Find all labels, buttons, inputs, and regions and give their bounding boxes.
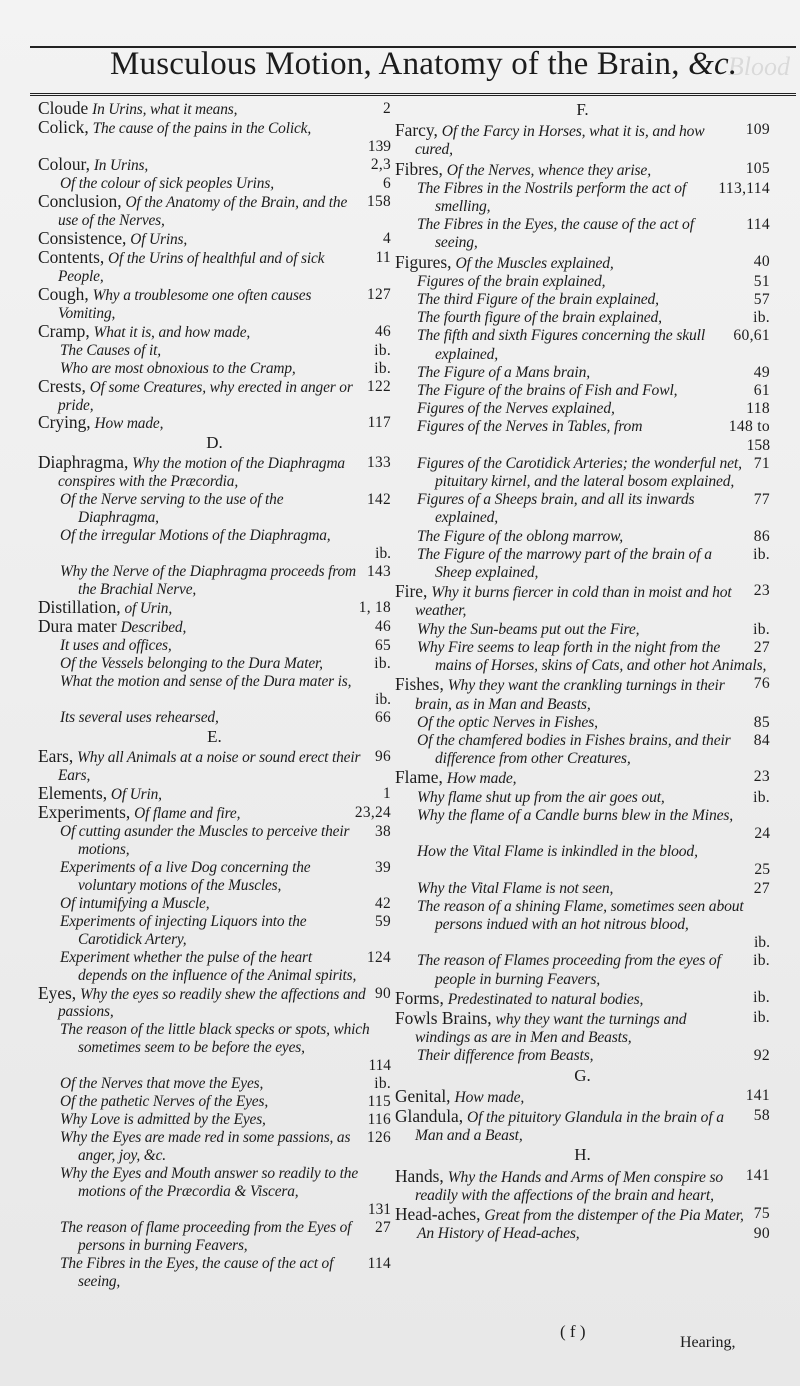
entry-description: Their difference from Beasts, bbox=[417, 1047, 594, 1065]
entry-headword: Figures, bbox=[395, 251, 452, 272]
index-subentry bbox=[38, 491, 391, 527]
entry-description: Experiments of injecting Liquors into the Carotidick Artery, bbox=[60, 912, 307, 948]
entry-headword: Cloude bbox=[38, 98, 89, 118]
index-subentry bbox=[38, 1255, 391, 1291]
running-head-title: Musculous Motion, Anatomy of the Brain, bbox=[110, 46, 689, 82]
page-ref: ib. bbox=[753, 788, 770, 806]
page-ref: 122 bbox=[367, 377, 391, 395]
entry-description: The Fibres in the Eyes, the cause of the act of seeing, bbox=[60, 1255, 334, 1290]
page-ref: 84 bbox=[753, 731, 770, 749]
index-subentry bbox=[38, 859, 391, 895]
index-entry bbox=[38, 801, 391, 823]
entry-description: Of the Farcy in Horses, what it is, and how cured, bbox=[415, 123, 705, 159]
page-ref: 105 bbox=[745, 159, 770, 177]
page-ref: ib. bbox=[374, 1075, 391, 1093]
index-entry bbox=[38, 618, 391, 637]
page-ref-line: 158 bbox=[746, 436, 770, 454]
entry-headword: Hands, bbox=[395, 1165, 444, 1186]
entry-headword: Flame, bbox=[395, 767, 443, 788]
index-subentry bbox=[395, 621, 770, 639]
entry-headword: Glandula, bbox=[395, 1105, 464, 1126]
index-subentry bbox=[395, 491, 770, 527]
entry-headword: Eyes, bbox=[38, 982, 77, 1003]
page-ref: 46 bbox=[375, 322, 391, 340]
entry-description: Of flame and fire, bbox=[134, 804, 241, 822]
entry-description: of Urin, bbox=[124, 600, 173, 618]
page-ref: 118 bbox=[746, 400, 770, 418]
entry-description: why they want the turnings and windings as are in Men and Beasts, bbox=[415, 1010, 687, 1047]
index-subentry bbox=[38, 1129, 391, 1165]
page-ref: 23 bbox=[753, 768, 770, 786]
index-entry bbox=[395, 1167, 770, 1205]
entry-description: The fourth figure of the brain explained, bbox=[417, 309, 662, 327]
page-ref-line: 131 bbox=[367, 1201, 391, 1219]
entry-description: How made, bbox=[446, 770, 517, 788]
entry-description: The Figure of the oblong marrow, bbox=[417, 527, 623, 545]
page-ref: 66 bbox=[375, 708, 391, 726]
entry-description: The Figure of the brains of Fish and Fowl, bbox=[417, 382, 678, 400]
index-entry bbox=[38, 745, 391, 785]
page-ref: 60,61 bbox=[733, 327, 770, 345]
entry-description: The cause of the pains in the Colick, bbox=[92, 119, 312, 137]
entry-description: Figures of a Sheeps brain, and all its inwards explained, bbox=[417, 491, 695, 527]
index-subentry bbox=[395, 807, 770, 825]
section-letter: D. bbox=[206, 433, 223, 453]
page-ref: 23,24 bbox=[354, 803, 391, 821]
page-ref: 90 bbox=[753, 1225, 770, 1243]
entry-description: Why the Vital Flame is not seen, bbox=[417, 879, 614, 897]
section-letter: H. bbox=[574, 1145, 591, 1165]
entry-description: Why the motion of the Diaphragma conspires with the Præcordia, bbox=[58, 455, 345, 491]
index-subentry bbox=[38, 709, 391, 727]
index-subentry bbox=[395, 1225, 770, 1243]
index-subentry bbox=[395, 291, 770, 309]
entry-description: Why Fire seems to leap forth in the night from the mains of Horses, skins of Cats, and other hot Animals, bbox=[417, 638, 767, 675]
page-ref: 114 bbox=[746, 216, 770, 234]
entry-headword: Dura mater bbox=[38, 616, 117, 637]
index-subentry bbox=[395, 400, 770, 418]
entry-headword: Genital, bbox=[395, 1085, 451, 1106]
page-ref: 27 bbox=[753, 638, 770, 656]
page-ref: ib. bbox=[753, 1008, 770, 1026]
index-entry bbox=[38, 246, 391, 286]
entry-headword: Diaphragma, bbox=[38, 452, 129, 473]
page-ref: 42 bbox=[375, 894, 391, 912]
page-ref: 4 bbox=[383, 229, 391, 247]
entry-description: The Figure of the marrowy part of the brain of a Sheep explained, bbox=[417, 545, 712, 582]
index-subentry bbox=[38, 360, 391, 378]
entry-description: Why the Nerve of the Diaphragma proceeds from the Brachial Nerve, bbox=[60, 563, 357, 599]
entry-description: The Fibres in the Eyes, the cause of the act of seeing, bbox=[417, 216, 694, 252]
page-ref-line: ib. bbox=[753, 934, 770, 952]
entry-description: Figures of the brain explained, bbox=[417, 272, 606, 290]
entry-description: Of Urins, bbox=[130, 230, 188, 248]
index-entry bbox=[38, 153, 391, 175]
index-subentry bbox=[395, 843, 770, 861]
section-letter: G. bbox=[574, 1065, 591, 1085]
page-ref: 85 bbox=[753, 713, 770, 731]
index-entry bbox=[38, 100, 391, 119]
entry-description: Of the Nerves, whence they arise, bbox=[446, 161, 651, 179]
index-subentry bbox=[38, 1165, 391, 1201]
entry-headword: Farcy, bbox=[395, 120, 438, 141]
entry-description: The Causes of it, bbox=[60, 341, 161, 359]
entry-headword: Cough, bbox=[38, 283, 89, 304]
entry-description: Described, bbox=[120, 619, 187, 637]
page-ref: 116 bbox=[367, 1111, 391, 1129]
entry-headword: Ears, bbox=[38, 745, 74, 766]
entry-description: Of intumifying a Muscle, bbox=[60, 894, 210, 912]
page-ref: 75 bbox=[753, 1204, 770, 1222]
index-entry bbox=[395, 675, 770, 713]
index-entry bbox=[38, 320, 391, 342]
entry-description: What the motion and sense of the Dura mater is, bbox=[60, 673, 352, 691]
page-ref: 158 bbox=[367, 192, 391, 210]
index-subentry bbox=[395, 309, 770, 327]
section-letter: E. bbox=[207, 726, 222, 746]
entry-description: Why the eyes so readily shew the affections and passions, bbox=[58, 985, 366, 1021]
entry-headword: Head-aches, bbox=[395, 1203, 481, 1224]
entry-headword: Experiments, bbox=[38, 801, 131, 822]
page-ref: 114 bbox=[367, 1255, 391, 1273]
entry-headword: Distillation, bbox=[38, 597, 121, 618]
index-subentry bbox=[395, 1047, 770, 1065]
index-subentry bbox=[395, 216, 770, 252]
index-subentry bbox=[38, 637, 391, 655]
entry-description: In Urins, what it means, bbox=[92, 101, 238, 118]
page-ref: 2,3 bbox=[370, 155, 391, 173]
index-subentry bbox=[38, 1111, 391, 1129]
page-ref: ib. bbox=[753, 309, 770, 327]
page-ref: 124 bbox=[367, 948, 391, 966]
index-entry bbox=[395, 121, 770, 159]
page-ref: ib. bbox=[753, 988, 770, 1006]
index-subentry bbox=[395, 952, 770, 988]
index-subentry bbox=[38, 527, 391, 545]
entry-description: The reason of flame proceeding from the Eyes of persons in burning Feavers, bbox=[60, 1219, 352, 1255]
page-ref: 71 bbox=[753, 454, 770, 472]
signature-mark: ( f ) bbox=[560, 1322, 586, 1341]
index-subentry bbox=[38, 1021, 391, 1057]
entry-description: Why a troublesome one often causes Vomiting, bbox=[58, 286, 312, 322]
page-ref: ib. bbox=[374, 341, 391, 359]
page-ref: 115 bbox=[367, 1093, 391, 1111]
index-subentry bbox=[38, 823, 391, 859]
index-entry bbox=[395, 160, 770, 180]
page-ref: 65 bbox=[375, 637, 391, 655]
entry-description: The Figure of a Mans brain, bbox=[417, 363, 590, 381]
index-subentry bbox=[38, 1075, 391, 1093]
page-ref: 38 bbox=[375, 822, 391, 840]
index-entry bbox=[395, 1205, 770, 1225]
entry-description: How made, bbox=[454, 1088, 525, 1106]
entry-description: How the Vital Flame is inkindled in the blood, bbox=[417, 843, 698, 861]
page-ref: 57 bbox=[753, 291, 770, 309]
page-ref: 27 bbox=[753, 879, 770, 897]
entry-headword: Contents, bbox=[38, 246, 105, 267]
page-ref: ib. bbox=[753, 620, 770, 638]
page-ref: 23 bbox=[753, 582, 770, 600]
entry-description: Of the Nerve serving to the use of the Diaphragma, bbox=[60, 491, 284, 527]
index-subentry bbox=[38, 895, 391, 913]
entry-description: Of the irregular Motions of the Diaphragma, bbox=[60, 527, 331, 545]
index-entry bbox=[395, 1009, 770, 1047]
entry-description: The reason of the little black specks or spots, which sometimes seem to be before the eyes, bbox=[60, 1021, 370, 1057]
index-entry bbox=[38, 375, 391, 415]
index-subentry bbox=[395, 327, 770, 363]
index-column-left bbox=[38, 100, 391, 1291]
index-entry bbox=[38, 982, 391, 1022]
index-subentry bbox=[395, 455, 770, 491]
page-ref: 11 bbox=[375, 248, 391, 266]
page-ref: 142 bbox=[367, 491, 391, 509]
entry-description: Of the optic Nerves in Fishes, bbox=[417, 713, 598, 731]
index-entry bbox=[395, 768, 770, 788]
index-subentry bbox=[38, 563, 391, 599]
index-subentry bbox=[38, 913, 391, 949]
page-ref: 133 bbox=[367, 454, 391, 472]
entry-headword: Fire, bbox=[395, 581, 428, 602]
index-entry bbox=[38, 116, 391, 138]
entry-description: Why the flame of a Candle burns blew in the Mines, bbox=[417, 806, 734, 824]
page-ref: 76 bbox=[753, 675, 770, 693]
entry-headword: Fowls Brains, bbox=[395, 1007, 492, 1028]
index-subentry bbox=[38, 655, 391, 673]
page-ref: 90 bbox=[375, 984, 391, 1002]
index-entry bbox=[395, 1087, 770, 1107]
index-column-right bbox=[395, 100, 770, 1243]
entry-description: Of the Nerves that move the Eyes, bbox=[60, 1075, 264, 1093]
entry-description: Of the chamfered bodies in Fishes brains, and their difference from other Creatures, bbox=[417, 731, 731, 768]
entry-headword: Cramp, bbox=[38, 320, 90, 341]
index-entry bbox=[395, 582, 770, 620]
index-entry bbox=[38, 454, 391, 491]
index-subentry bbox=[395, 732, 770, 768]
entry-description: Why the Eyes are made red in some passions, as anger, joy, &c. bbox=[60, 1129, 351, 1165]
page-ref-line: 114 bbox=[368, 1057, 391, 1075]
entry-description: The Fibres in the Nostrils perform the act of smelling, bbox=[417, 179, 687, 216]
entry-description: Figures of the Nerves in Tables, from bbox=[417, 418, 643, 436]
entry-description: Of the Vessels belonging to the Dura Mater, bbox=[60, 655, 323, 673]
entry-headword: Crests, bbox=[38, 375, 86, 396]
page-ref: 127 bbox=[367, 285, 391, 303]
entry-description: Of the pathetic Nerves of the Eyes, bbox=[60, 1093, 269, 1111]
page-ref-line: 139 bbox=[367, 137, 391, 155]
entry-description: Why the Sun-beams put out the Fire, bbox=[417, 620, 640, 638]
entry-description: Why the Eyes and Mouth answer so readily to the motions of the Præcordia & Viscera, bbox=[60, 1165, 358, 1201]
index-subentry bbox=[38, 949, 391, 985]
entry-description: Its several uses rehearsed, bbox=[60, 708, 219, 726]
index-entry bbox=[38, 414, 391, 433]
page-ref: 40 bbox=[753, 252, 770, 270]
running-head-etc: &c. bbox=[688, 46, 738, 82]
entry-description: The reason of Flames proceeding from the eyes of people in burning Feavers, bbox=[417, 952, 721, 988]
entry-description: Of the Anatomy of the Brain, and the use of the Nerves, bbox=[58, 193, 348, 229]
page-ref-line: ib. bbox=[375, 691, 391, 708]
entry-headword: Fishes, bbox=[395, 674, 444, 695]
page-ref: 6 bbox=[383, 174, 391, 192]
page-ref: 27 bbox=[375, 1219, 391, 1237]
page-ref-line: 24 bbox=[754, 824, 770, 842]
entry-description: An History of Head-aches, bbox=[417, 1225, 580, 1243]
page-ref: 148 to bbox=[728, 418, 770, 436]
page-ref: 49 bbox=[753, 363, 770, 381]
index-entry bbox=[38, 190, 391, 230]
entry-description: Of the colour of sick peoples Urins, bbox=[60, 174, 274, 192]
page-ref: 141 bbox=[745, 1166, 770, 1184]
page-ref: 143 bbox=[367, 563, 391, 581]
entry-description: Figures of the Nerves explained, bbox=[417, 400, 615, 418]
entry-description: Who are most obnoxious to the Cramp, bbox=[60, 359, 296, 377]
entry-headword: Elements, bbox=[38, 782, 108, 803]
entry-description: The reason of a shining Flame, sometimes seen about persons indued with an hot nitrous blood, bbox=[417, 897, 744, 933]
index-subentry bbox=[395, 273, 770, 291]
entry-description: In Urins, bbox=[93, 156, 149, 174]
index-subentry bbox=[395, 898, 770, 934]
page-ref: 109 bbox=[745, 121, 770, 139]
page-ref: ib. bbox=[753, 545, 770, 563]
index-subentry bbox=[395, 546, 770, 582]
entry-headword: Forms, bbox=[395, 987, 444, 1008]
entry-description: Of the Urins of healthful and of sick People, bbox=[58, 249, 325, 285]
page-ref: 59 bbox=[375, 912, 391, 930]
entry-headword: Colick, bbox=[38, 116, 89, 137]
entry-description: The third Figure of the brain explained, bbox=[417, 291, 659, 309]
page-ref: 46 bbox=[375, 618, 391, 636]
page-ref: 113,114 bbox=[718, 179, 770, 197]
entry-description: What it is, and how made, bbox=[93, 323, 251, 341]
page-ref: ib. bbox=[374, 359, 391, 377]
index-subentry bbox=[38, 673, 391, 691]
page-ref: 51 bbox=[753, 272, 770, 290]
index-subentry bbox=[395, 180, 770, 216]
entry-description: Why the Hands and Arms of Men conspire so readily with the affections of the brain and heart, bbox=[415, 1168, 724, 1204]
entry-description: Predestinated to natural bodies, bbox=[447, 990, 644, 1008]
bleed-through-text: Blood bbox=[727, 52, 790, 81]
entry-description: Why Love is admitted by the Eyes, bbox=[60, 1111, 266, 1129]
index-entry bbox=[38, 283, 391, 323]
page-ref: ib. bbox=[374, 655, 391, 673]
page-ref: ib. bbox=[753, 952, 770, 970]
running-head bbox=[110, 46, 738, 83]
entry-description: Why they want the crankling turnings in their brain, as in Man and Beasts, bbox=[415, 677, 725, 713]
head-rule bbox=[30, 93, 796, 96]
entry-description: Great from the distemper of the Pia Mater, bbox=[484, 1206, 744, 1224]
page-ref: 39 bbox=[375, 858, 391, 876]
index-subentry bbox=[38, 1219, 391, 1255]
page-ref: 58 bbox=[753, 1106, 770, 1124]
entry-description: Of the pituitory Glandula in the brain of a Man and a Beast, bbox=[415, 1108, 724, 1145]
entry-description: Of Urin, bbox=[110, 785, 162, 803]
page-ref: 117 bbox=[367, 414, 391, 432]
index-subentry bbox=[395, 364, 770, 382]
index-subentry bbox=[38, 1093, 391, 1111]
index-entry bbox=[395, 989, 770, 1009]
page-ref: 86 bbox=[753, 527, 770, 545]
entry-headword: Fibres, bbox=[395, 158, 443, 179]
entry-description: Of the Muscles explained, bbox=[455, 254, 614, 272]
entry-description: Of cutting asunder the Muscles to perceive their motions, bbox=[60, 822, 350, 858]
index-subentry bbox=[395, 714, 770, 732]
entry-headword: Crying, bbox=[38, 412, 91, 433]
page-ref: 77 bbox=[753, 491, 770, 509]
page-ref: 92 bbox=[753, 1047, 770, 1065]
entry-headword: Colour, bbox=[38, 153, 90, 174]
index-subentry bbox=[395, 789, 770, 807]
page-ref: 96 bbox=[375, 747, 391, 765]
entry-description: The fifth and sixth Figures concerning the skull explained, bbox=[417, 327, 706, 363]
index-entry bbox=[395, 1107, 770, 1145]
index-subentry bbox=[395, 382, 770, 400]
page-ref: 126 bbox=[367, 1129, 391, 1147]
page-ref: 2 bbox=[383, 100, 391, 117]
entry-description: Why it burns fiercer in cold than in moist and hot weather, bbox=[415, 584, 732, 620]
entry-description: Experiment whether the pulse of the heart depends on the influence of the Animal spirits, bbox=[60, 948, 357, 984]
index-subentry bbox=[38, 342, 391, 360]
entry-description: Experiments of a live Dog concerning the voluntary motions of the Muscles, bbox=[60, 858, 311, 894]
index-subentry bbox=[395, 639, 770, 675]
entry-headword: Consistence, bbox=[38, 227, 127, 248]
entry-headword: Conclusion, bbox=[38, 190, 122, 211]
entry-description: Figures of the Carotidick Arteries; the wonderful net, pituitary kirnel, and the lateral bosom explained, bbox=[417, 454, 742, 491]
entry-description: Of some Creatures, why erected in anger or pride, bbox=[58, 378, 353, 414]
catchword: Hearing, bbox=[680, 1334, 736, 1351]
entry-description: Why flame shut up from the air goes out, bbox=[417, 788, 665, 806]
page-ref: 141 bbox=[745, 1086, 770, 1104]
page-ref-line: ib. bbox=[375, 545, 391, 563]
index-entry bbox=[395, 253, 770, 273]
entry-description: Why all Animals at a noise or sound erect their Ears, bbox=[58, 748, 361, 784]
entry-description: How made, bbox=[94, 415, 164, 433]
page-ref: 1, 18 bbox=[358, 599, 391, 617]
page-ref-line: 25 bbox=[754, 861, 770, 879]
section-letter: F. bbox=[576, 100, 589, 119]
page-ref: 1 bbox=[383, 784, 391, 802]
entry-description: It uses and offices, bbox=[60, 637, 172, 655]
index-subentry bbox=[395, 418, 770, 436]
index-subentry bbox=[395, 528, 770, 546]
page-ref: 61 bbox=[753, 382, 770, 400]
index-subentry bbox=[395, 880, 770, 898]
